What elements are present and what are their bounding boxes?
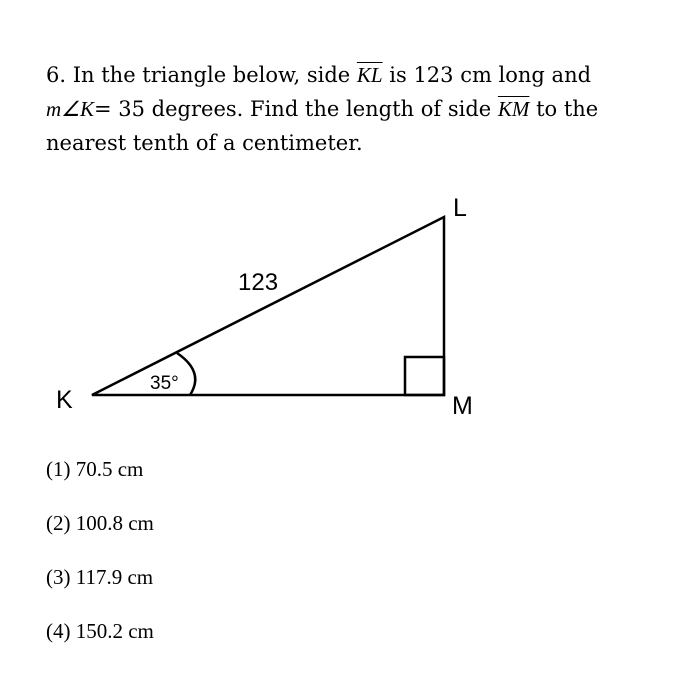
triangle-klm: [92, 217, 444, 395]
hypotenuse-length-label: 123: [238, 269, 279, 296]
side-kl: $\overline{KL}$: [356, 63, 383, 87]
right-angle-marker: [405, 357, 444, 395]
angle-k-measure: m∠K: [46, 97, 94, 121]
question-line-1-post: is 123 cm long and: [382, 63, 592, 87]
angle-arc-k: [177, 353, 195, 395]
question-line-1-pre: In the triangle below, side: [72, 63, 357, 87]
vertex-m-label: M: [452, 392, 473, 420]
vertex-l-label: L: [453, 194, 467, 222]
answer-choice-4[interactable]: (4) 150.2 cm: [46, 619, 154, 643]
question-line-2-mid: = 35 degrees. Find the length of side: [94, 97, 498, 121]
side-km: $\overline{KM}$: [497, 97, 530, 121]
angle-k-label: 35°: [150, 373, 179, 394]
question-number: 6.: [46, 63, 67, 87]
answer-choice-2[interactable]: (2) 100.8 cm: [46, 511, 154, 535]
question-line-2-post: to the: [529, 97, 599, 121]
answer-choice-3[interactable]: (3) 117.9 cm: [46, 565, 154, 589]
answer-choices: [46, 452, 154, 668]
vertex-k-label: K: [56, 386, 73, 414]
answer-choice-1[interactable]: (1) 70.5 cm: [46, 457, 144, 481]
question-line-3: nearest tenth of a centimeter.: [46, 131, 363, 155]
